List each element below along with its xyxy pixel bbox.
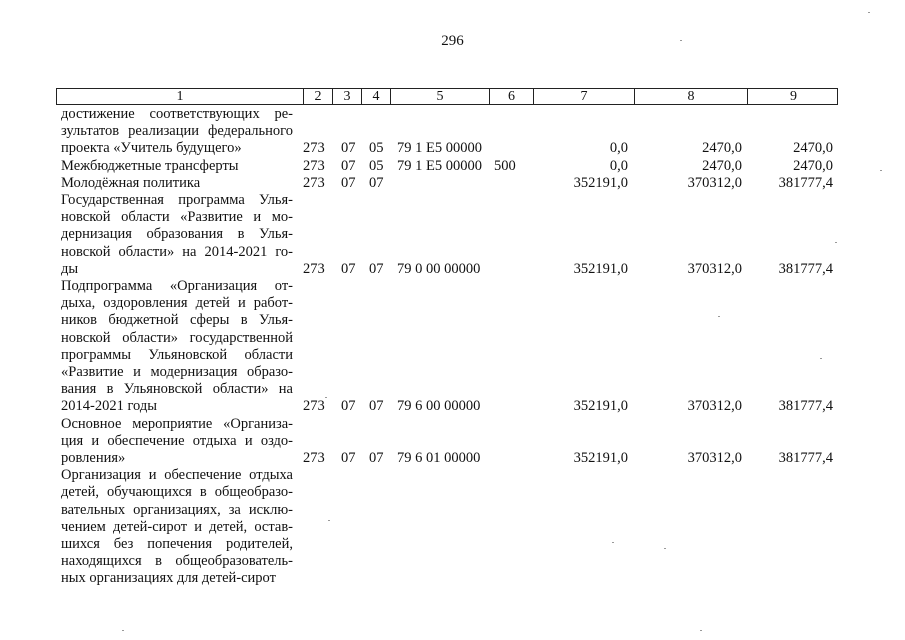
header-col-7: 7 (533, 89, 634, 104)
row-description (61, 416, 293, 468)
cell-col-csr: 79 6 00 00000 (397, 398, 481, 415)
description-line: Основное мероприятие «Организа- (61, 415, 293, 432)
cell-col-pr: 05 (369, 157, 384, 174)
description-line: вания в Ульяновской области» на (61, 381, 293, 398)
description-line: вательных организациях, за исклю- (61, 501, 293, 518)
description-line: новской области» на 2014-2021 го- (61, 243, 293, 260)
description-line: ция и обеспечение отдыха и оздо- (61, 432, 293, 449)
cell-col-sum-2: 370312,0 (687, 398, 742, 415)
cell-col-sum-1: 352191,0 (573, 398, 628, 415)
cell-col-pr: 07 (369, 450, 384, 466)
description-line: ды (61, 260, 79, 277)
cell-col-sum-2: 2470,0 (702, 157, 742, 174)
description-line: ровления» (61, 450, 126, 466)
cell-col-sum-3: 381777,4 (778, 174, 833, 191)
cell-col-sum-2: 370312,0 (687, 174, 742, 191)
cell-col-rz: 07 (341, 174, 356, 191)
page-number: 296 (441, 33, 464, 49)
description-line: Подпрограмма «Организация от- (61, 278, 293, 294)
cell-col-rz: 07 (341, 260, 356, 277)
cell-col-csr: 79 0 00 00000 (397, 260, 481, 277)
cell-col-sum-3: 2470,0 (793, 140, 833, 157)
cell-col-csr: 79 1 E5 00000 (397, 140, 482, 157)
description-line: ных организациях для детей-сирот (61, 570, 276, 587)
header-col-1: 1 (176, 89, 184, 104)
cell-col-pr: 07 (369, 174, 384, 191)
cell-col-gr: 273 (303, 260, 325, 277)
cell-col-gr: 273 (303, 157, 325, 174)
cell-col-sum-3: 381777,4 (778, 450, 833, 466)
cell-col-csr: 79 6 01 00000 (397, 450, 481, 466)
cell-col-rz: 07 (341, 398, 356, 415)
description-line: программы Ульяновской области (61, 346, 293, 363)
description-line: дыха, оздоровления детей и работ- (61, 295, 293, 312)
cell-col-sum-1: 352191,0 (573, 450, 628, 466)
cell-col-sum-3: 381777,4 (778, 260, 833, 277)
cell-col-pr: 05 (369, 140, 384, 157)
cell-col-sum-1: 0,0 (609, 157, 628, 174)
cell-col-sum-1: 0,0 (609, 140, 628, 157)
description-line: Государственная программа Улья- (61, 192, 293, 208)
row-description (61, 106, 293, 158)
header-col-5: 5 (390, 89, 489, 104)
description-line: чением детей-сирот и детей, остав- (61, 518, 293, 535)
description-line: шихся без попечения родителей, (61, 536, 293, 552)
description-line: дернизация образования в Улья- (61, 226, 293, 243)
description-line: достижение соответствующих ре- (61, 106, 293, 122)
description-line: ников бюджетной сферы в Улья- (61, 312, 293, 329)
cell-col-gr: 273 (303, 174, 325, 191)
cell-col-gr: 273 (303, 450, 325, 466)
row-description (61, 467, 293, 587)
description-line: Межбюджетные трансферты (61, 157, 239, 174)
description-line: 2014-2021 годы (61, 398, 157, 415)
header-col-4: 4 (361, 89, 390, 104)
cell-col-rz: 07 (341, 140, 356, 157)
cell-col-pr: 07 (369, 260, 384, 277)
header-col-9: 9 (747, 89, 839, 104)
header-col-2: 2 (303, 89, 332, 104)
cell-col-pr: 07 (369, 398, 384, 415)
cell-col-sum-2: 370312,0 (687, 260, 742, 277)
cell-col-gr: 273 (303, 140, 325, 157)
cell-col-gr: 273 (303, 398, 325, 415)
cell-col-sum-2: 370312,0 (687, 450, 742, 466)
row-description (61, 192, 293, 278)
description-line: новской области «Развитие и мо- (61, 209, 293, 226)
cell-col-sum-1: 352191,0 (573, 260, 628, 277)
header-col-3: 3 (332, 89, 361, 104)
cell-col-sum-3: 2470,0 (793, 157, 833, 174)
description-line: новской области» государственной (61, 329, 293, 346)
description-line: проекта «Учитель будущего» (61, 140, 242, 157)
cell-col-csr: 79 1 E5 00000 (397, 157, 482, 174)
header-col-6: 6 (489, 89, 533, 104)
description-line: Молодёжная политика (61, 174, 201, 191)
cell-col-rz: 07 (341, 157, 356, 174)
description-line: Организация и обеспечение отдыха (61, 467, 293, 484)
cell-col-vr: 500 (494, 157, 516, 174)
description-line: «Развитие и модернизация образо- (61, 364, 293, 381)
description-line: зультатов реализации федерального (61, 123, 293, 140)
header-col-8: 8 (634, 89, 747, 104)
description-line: детей, обучающихся в общеобразо- (61, 484, 293, 501)
cell-col-rz: 07 (341, 450, 356, 466)
cell-col-sum-1: 352191,0 (573, 174, 628, 191)
row-description (61, 278, 293, 416)
cell-col-sum-2: 2470,0 (702, 140, 742, 157)
row-description (61, 158, 293, 175)
cell-col-sum-3: 381777,4 (778, 398, 833, 415)
description-line: находящихся в общеобразователь- (61, 553, 293, 570)
row-description (61, 175, 293, 192)
